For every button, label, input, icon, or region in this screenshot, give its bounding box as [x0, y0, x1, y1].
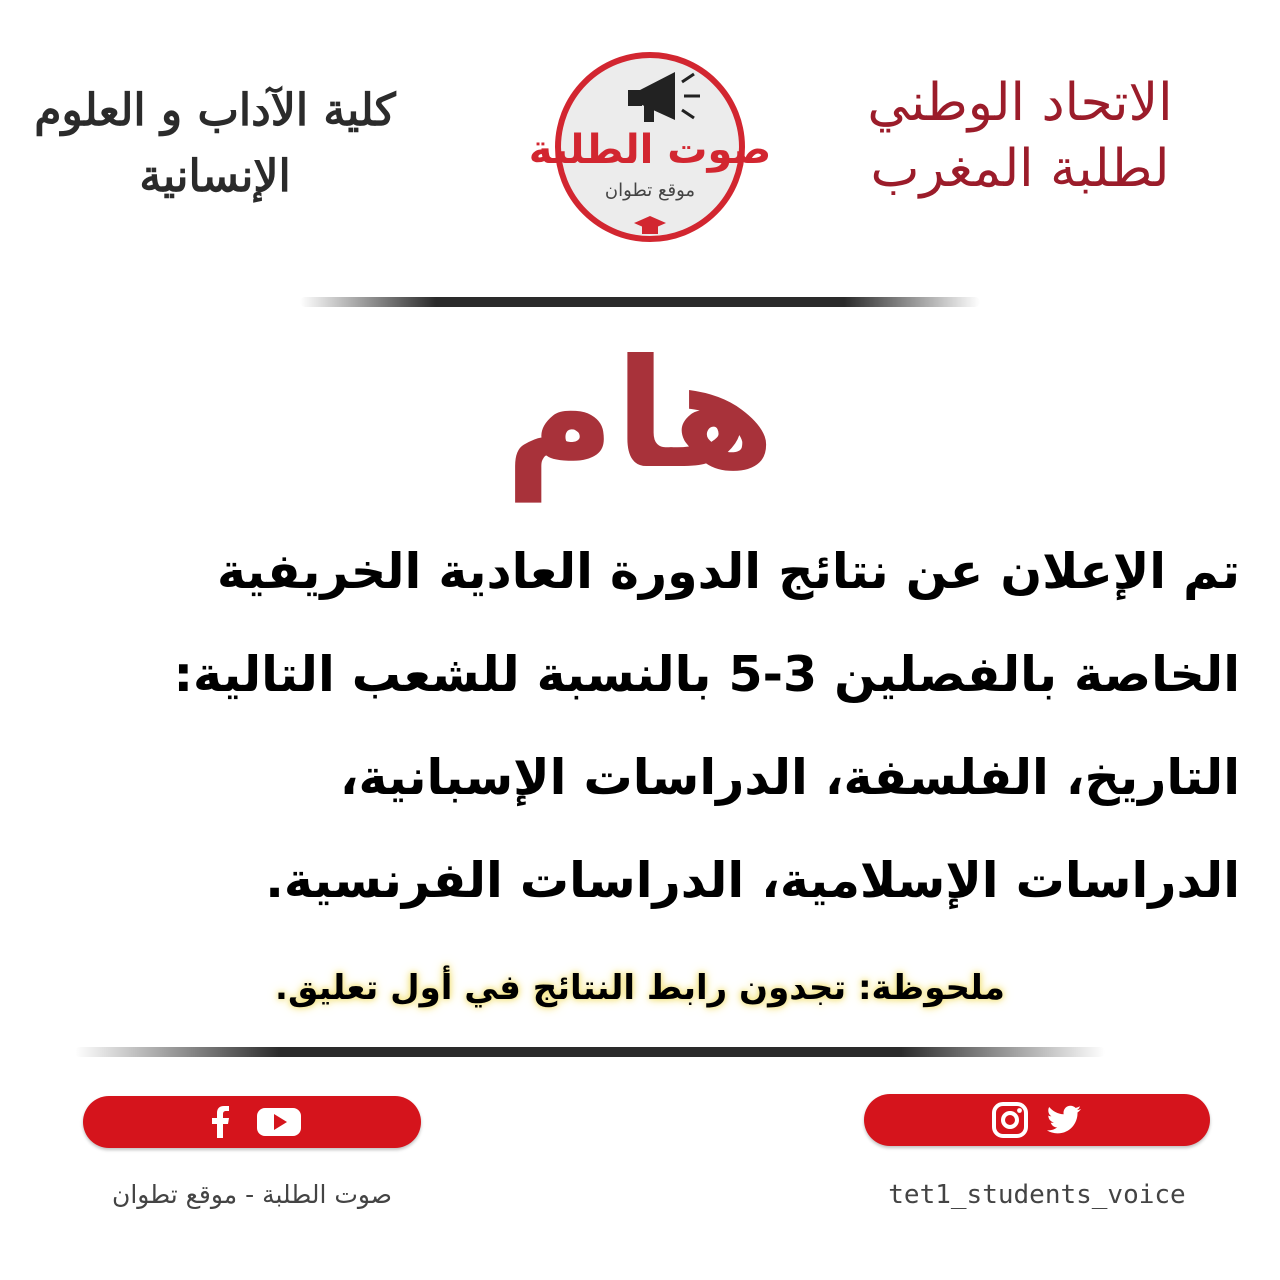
faculty-name-line1: كلية الآداب و العلوم — [34, 85, 396, 136]
bottom-divider — [75, 1047, 1105, 1057]
twitter-icon[interactable] — [1044, 1100, 1084, 1140]
union-name — [850, 70, 1190, 202]
logo — [525, 52, 775, 262]
social-pill-left[interactable] — [83, 1096, 421, 1148]
faculty-name-line2: الإنسانية — [139, 151, 291, 202]
union-name-line2: لطلبة المغرب — [870, 139, 1170, 199]
facebook-icon[interactable] — [201, 1102, 241, 1142]
footer-right-caption: tet1_students_voice — [888, 1180, 1186, 1210]
union-name-line1: الاتحاد الوطني — [867, 73, 1173, 133]
note: ملحوظة: تجدون رابط النتائج في أول تعليق. — [275, 968, 1005, 1008]
graduation-cap-icon — [633, 214, 667, 238]
faculty-name — [20, 78, 410, 210]
announcement-line-2: الخاصة بالفصلين 3-5 بالنسبة للشعب التالية: — [173, 646, 1240, 703]
announcement-line-3: التاريخ، الفلسفة، الدراسات الإسبانية، — [339, 749, 1240, 806]
headline: هام — [504, 328, 776, 502]
social-pill-right[interactable] — [864, 1094, 1210, 1146]
announcement-line-4: الدراسات الإسلامية، الدراسات الفرنسية. — [265, 852, 1240, 909]
youtube-icon[interactable] — [255, 1102, 303, 1142]
footer-left-caption: صوت الطلبة - موقع تطوان — [111, 1180, 393, 1209]
top-divider — [300, 297, 980, 307]
logo-subtitle: موقع تطوان — [604, 180, 696, 201]
logo-title: صوت الطلبة — [528, 127, 772, 173]
announcement-text — [60, 520, 1240, 932]
announcement-line-1: تم الإعلان عن نتائج الدورة العادية الخريفية — [216, 543, 1240, 600]
instagram-icon[interactable] — [990, 1100, 1030, 1140]
